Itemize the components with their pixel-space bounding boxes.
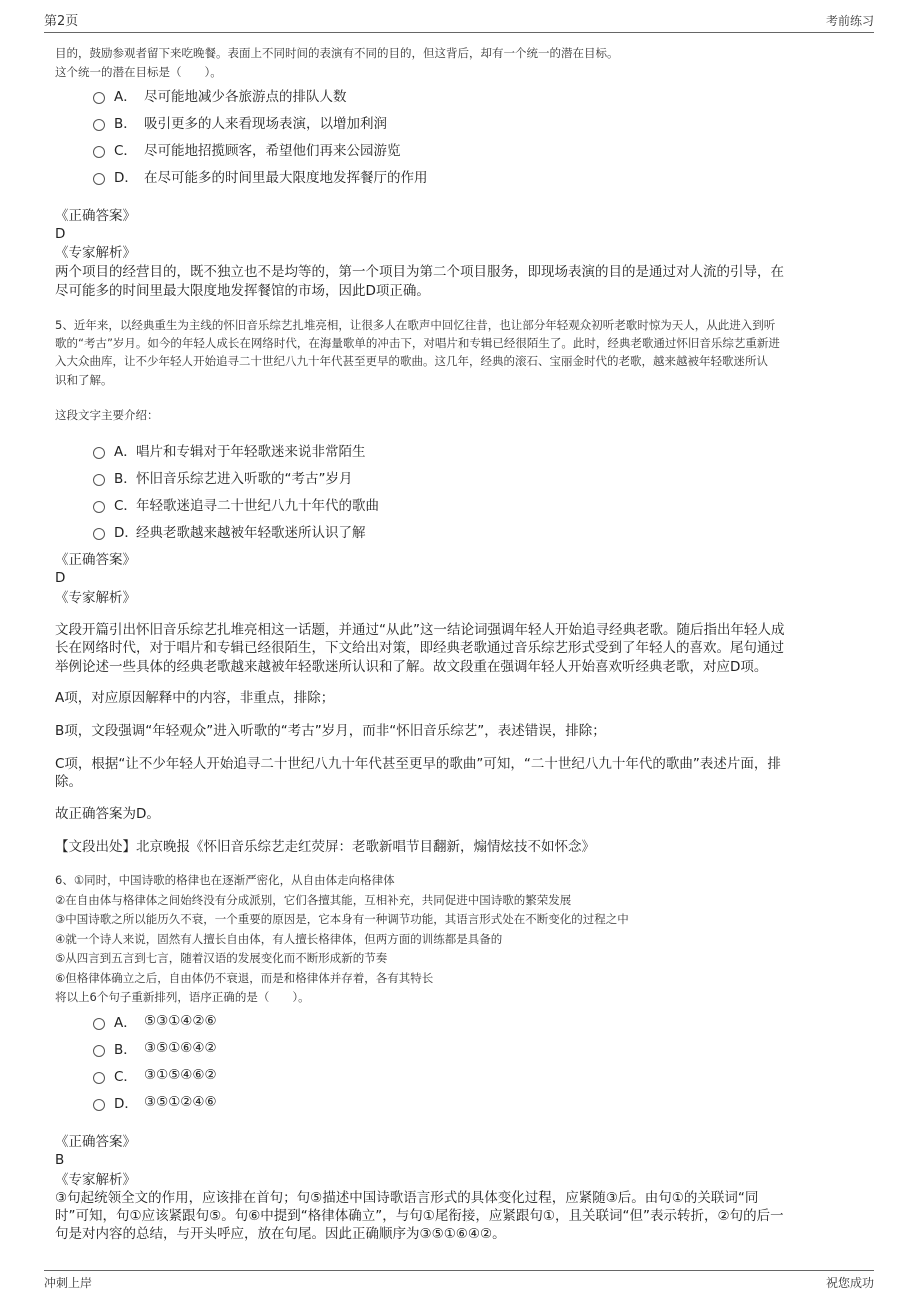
radio-icon[interactable] xyxy=(93,474,105,486)
analysis-text: 故正确答案为D。 xyxy=(55,806,160,822)
analysis-text: C项，根据“让不少年轻人开始追寻二十世纪八九十年代甚至更早的歌曲”可知，“二十世纪八九十年代的歌曲”表述片面，排 xyxy=(55,756,781,772)
analysis-heading: 《专家解析》 xyxy=(55,245,136,261)
q5-option-b[interactable]: B． 怀旧音乐综艺进入听歌的“考古”岁月 xyxy=(93,467,353,487)
page-number: 第2页 xyxy=(44,14,79,29)
analysis-text: 两个项目的经营目的，既不独立也不是均等的，第一个项目为第二个项目服务，即现场表演的目的是通过对人流的引导，在 xyxy=(55,264,784,280)
q5-stem-line: 5、近年来，以经典重生为主线的怀旧音乐综艺扎堆亮相，让很多人在歌声中回忆往昔，也让部分年轻观众初听老歌时惊为天人，从此进入到听 xyxy=(55,318,776,332)
q5-stem-line: 入大众曲库，让不少年轻人开始追寻二十世纪八九十年代甚至更早的歌曲。这几年，经典的滚石、宝丽金时代的老歌，越来越被年轻歌迷所认 xyxy=(55,354,768,368)
q6-option-c[interactable]: C． ③①⑤④⑥② xyxy=(93,1065,217,1085)
answer-heading: 《正确答案》 xyxy=(55,208,136,224)
radio-icon[interactable] xyxy=(93,92,105,104)
q6-sentence: ⑤从四言到五言到七言，随着汉语的发展变化而不断形成新的节奏 xyxy=(55,951,388,965)
radio-icon[interactable] xyxy=(93,1072,105,1084)
q6-sentence: ⑥但格律体确立之后，自由体仍不衰退，而是和格律体并存着，各有其特长 xyxy=(55,971,434,985)
radio-icon[interactable] xyxy=(93,1099,105,1111)
q5-option-d[interactable]: D． 经典老歌越来越被年轻歌迷所认识了解 xyxy=(93,521,366,541)
q5-option-a[interactable]: A． 唱片和专辑对于年轻歌迷来说非常陌生 xyxy=(93,440,366,460)
q6-option-d[interactable]: D． ③⑤①②④⑥ xyxy=(93,1092,217,1112)
radio-icon[interactable] xyxy=(93,1018,105,1030)
radio-icon[interactable] xyxy=(93,119,105,131)
q6-sentence: ④就一个诗人来说，固然有人擅长自由体，有人擅长格律体，但两方面的训练都是具备的 xyxy=(55,932,503,946)
q4-stem-line: 目的，鼓励参观者留下来吃晚餐。表面上不同时间的表演有不同的目的，但这背后，却有一个统一的潜在目标。 xyxy=(55,46,619,60)
analysis-text: 除。 xyxy=(55,774,82,790)
analysis-text: 长在网络时代，对于唱片和专辑已经很陌生，下文给出对策，即经典老歌通过音乐综艺形式受到了年轻人的喜欢。尾句通过 xyxy=(55,640,784,656)
q6-sentence: ②在自由体与格律体之间始终没有分成派别，它们各擅其能，互相补充，共同促进中国诗歌的繁荣发展 xyxy=(55,893,572,907)
q5-option-c[interactable]: C． 年轻歌迷追寻二十世纪八九十年代的歌曲 xyxy=(93,494,379,514)
q6-option-b[interactable]: B． ③⑤①⑥④② xyxy=(93,1038,217,1058)
answer-value: B xyxy=(55,1152,65,1168)
analysis-text: 举例论述一些具体的经典老歌越来越被年轻歌迷所认识和了解。故文段重在强调年轻人开始喜欢听经典老歌，对应D项。 xyxy=(55,659,768,675)
q6-sentence: ③中国诗歌之所以能历久不衰，一个重要的原因是，它本身有一种调节功能，其语言形式处在不断变化的过程之中 xyxy=(55,912,629,926)
q5-prompt: 这段文字主要介绍： xyxy=(55,408,159,422)
q6-option-a[interactable]: A． ⑤③①④②⑥ xyxy=(93,1011,217,1031)
q4-option-b[interactable]: B． 吸引更多的人来看现场表演，以增加利润 xyxy=(93,112,387,132)
radio-icon[interactable] xyxy=(93,173,105,185)
q4-option-c[interactable]: C． 尽可能地招揽顾客，希望他们再来公园游览 xyxy=(93,139,401,159)
header-title: 考前练习 xyxy=(825,14,874,28)
analysis-text: A项，对应原因解释中的内容，非重点，排除； xyxy=(55,690,335,706)
answer-value: D xyxy=(55,570,66,586)
source-citation: 【文段出处】北京晚报《怀旧音乐综艺走红荧屏：老歌新唱节目翻新，煽情炫技不如怀念》 xyxy=(55,839,595,855)
q5-stem-line: 识和了解。 xyxy=(55,373,113,387)
q5-stem-line: 歌的“考古”岁月。如今的年轻人成长在网络时代，在海量歌单的冲击下，对唱片和专辑已经很陌生了。此时，经典老歌通过怀旧音乐综艺重新进 xyxy=(55,336,780,350)
answer-value: D xyxy=(55,226,66,242)
answer-heading: 《正确答案》 xyxy=(55,1134,136,1150)
radio-icon[interactable] xyxy=(93,146,105,158)
header-divider xyxy=(44,32,874,33)
footer-right: 祝您成功 xyxy=(825,1276,874,1290)
analysis-text: B项，文段强调“年轻观众”进入听歌的“考古”岁月，而非“怀旧音乐综艺”，表述错误，排除； xyxy=(55,723,606,739)
q4-option-a[interactable]: A． 尽可能地减少各旅游点的排队人数 xyxy=(93,85,347,105)
analysis-heading: 《专家解析》 xyxy=(55,1172,136,1188)
q6-sentence: 6、①同时，中国诗歌的格律也在逐渐严密化，从自由体走向格律体 xyxy=(55,873,395,887)
analysis-text: 时”可知，句①应该紧跟句⑤。句⑥中提到“格律体确立”，与句①尾衔接，应紧跟句①，且关联词“但”表示转折，②句的后一 xyxy=(55,1208,784,1224)
analysis-text: 尽可能多的时间里最大限度地发挥餐馆的市场，因此D项正确。 xyxy=(55,283,430,299)
radio-icon[interactable] xyxy=(93,501,105,513)
analysis-text: ③句起统领全文的作用，应该排在首句；句⑤描述中国诗歌语言形式的具体变化过程，应紧随③后。由句①的关联词“同 xyxy=(55,1190,759,1206)
analysis-text: 文段开篇引出怀旧音乐综艺扎堆亮相这一话题，并通过“从此”这一结论词强调年轻人开始追寻经典老歌。随后指出年轻人成 xyxy=(55,622,785,638)
footer-left: 冲刺上岸 xyxy=(44,1276,93,1290)
footer-divider xyxy=(44,1270,874,1271)
radio-icon[interactable] xyxy=(93,1045,105,1057)
radio-icon[interactable] xyxy=(93,447,105,459)
q4-option-d[interactable]: D． 在尽可能多的时间里最大限度地发挥餐厅的作用 xyxy=(93,166,428,186)
q6-prompt: 将以上6个句子重新排列，语序正确的是（ ）。 xyxy=(55,990,310,1004)
analysis-heading: 《专家解析》 xyxy=(55,590,136,606)
answer-heading: 《正确答案》 xyxy=(55,552,136,568)
radio-icon[interactable] xyxy=(93,528,105,540)
analysis-text: 句是对内容的总结，与开头呼应，放在句尾。因此正确顺序为③⑤①⑥④②。 xyxy=(55,1226,506,1242)
q4-stem-line: 这个统一的潜在目标是（ ）。 xyxy=(55,65,222,79)
